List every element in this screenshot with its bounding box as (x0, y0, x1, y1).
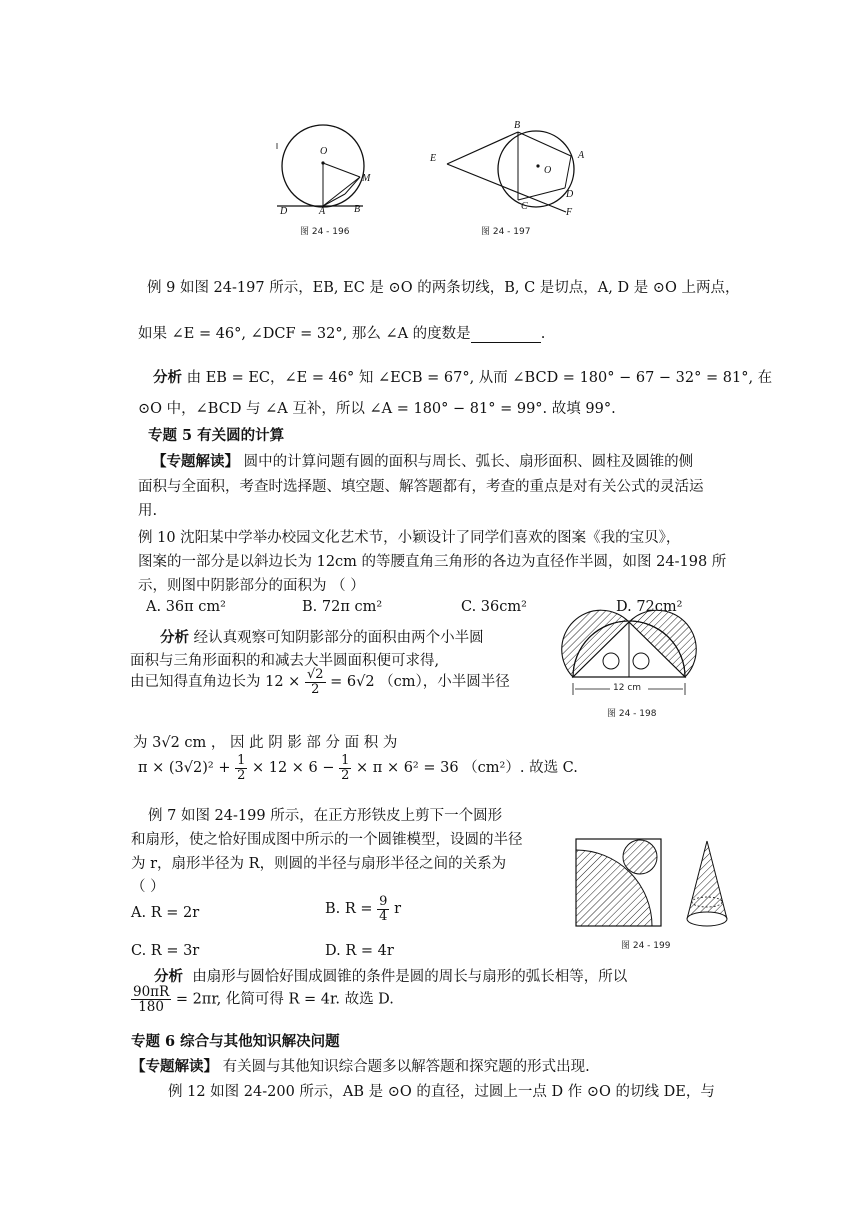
example-9-line-2: 如果 ∠E = 46°, ∠DCF = 32°, 那么 ∠A 的度数是 . (138, 326, 546, 342)
label-b-197: B (514, 120, 521, 131)
label-c-197: C (521, 201, 528, 212)
topic-5-line-3: 用. (138, 503, 158, 519)
topic-6-line-1: 【专题解读】 有关圆与其他知识综合题多以解答题和探究题的形式出现. (131, 1058, 590, 1075)
label-a-197: A (578, 150, 585, 161)
label-o-196: O (320, 146, 328, 157)
option-a-7[interactable]: A. R = 2r (131, 905, 200, 921)
option-d-10[interactable]: D. 72cm² (616, 599, 683, 615)
figure-24-197 (447, 131, 574, 212)
analysis-10-line-4: 为 3√2 cm ， 因 此 阴 影 部 分 面 积 为 (133, 735, 398, 751)
label-o-197: O (544, 165, 552, 176)
option-d-7[interactable]: D. R = 4r (325, 943, 394, 959)
example-7-line-3: 为 r，扇形半径为 R，则圆的半径与扇形半径之间的关系为 (131, 856, 507, 872)
option-b-10[interactable]: B. 72π cm² (302, 599, 383, 615)
analysis-10-line-3: 由已知得直角边长为 12 × $\frac{√2}{2}$ = 6√2 （cm），小半圆半径 (130, 667, 510, 697)
example-7-line-2: 和扇形，使之恰好围成图中所示的一个圆锥模型，设圆的半径 (131, 832, 523, 848)
analysis-10-line-5: π × (3√2)² + $\frac{1}{2}$ × 12 × 6 − $\frac{1}{2}$ × π × 6² = 36 （cm²）. 故选 C. (138, 753, 578, 783)
dimension-12cm: 12 cm (613, 683, 642, 693)
analysis-7-line-2: $\frac{90\pi R}{180}$ = 2πr, 化简可得 R = 4r. 故选 D. (133, 984, 394, 1016)
topic-5-line-2: 面积与全面积，考查时选择题、填空题、解答题都有，考查的重点是对有关公式的灵活运 (138, 479, 704, 495)
label-d-196: D (280, 206, 288, 217)
analysis-9-line-2: ⊙O 中，∠BCD 与 ∠A 互补，所以 ∠A = 180° − 81° = 99°. 故填 99°. (138, 401, 616, 417)
caption-24-199: 图 24 - 199 (621, 941, 671, 951)
analysis-10-line-2: 面积与三角形面积的和减去大半圆面积便可求得, (130, 653, 440, 669)
topic-5-line-1: 【专题解读】 圆中的计算问题有圆的面积与周长、弧长、扇形面积、圆柱及圆锥的侧 (152, 453, 694, 470)
option-c-7[interactable]: C. R = 3r (131, 943, 200, 959)
figure-24-196 (277, 125, 364, 207)
label-a-196: A (319, 206, 326, 217)
label-m-196: M (362, 173, 371, 184)
analysis-7-line-1: 分析 由扇形与圆恰好围成圆锥的条件是圆的周长与扇形的弧长相等，所以 (154, 968, 628, 985)
example-10-line-1: 例 10 沈阳某中学举办校园文化艺术节，小颖设计了同学们喜欢的图案《我的宝贝》， (138, 530, 681, 546)
option-c-10[interactable]: C. 36cm² (461, 599, 527, 615)
example-12-line-1: 例 12 如图 24-200 所示，AB 是 ⊙O 的直径，过圆上一点 D 作 ⊙O 的切线 DE，与 (168, 1084, 715, 1100)
caption-24-198: 图 24 - 198 (607, 709, 657, 719)
label-b-196: B (354, 204, 361, 215)
answer-blank[interactable] (471, 328, 541, 343)
label-d-197: D (566, 189, 574, 200)
caption-24-196: 图 24 - 196 (300, 227, 350, 237)
label-f-197: F (566, 207, 573, 218)
example-7-line-4: （ ） (131, 879, 165, 895)
option-b-7[interactable]: B. R = $\frac{9}{4}$ r (325, 894, 401, 924)
example-7-line-1: 例 7 如图 24-199 所示，在正方形铁皮上剪下一个圆形 (148, 808, 503, 824)
analysis-9-line-1: 分析 由 EB = EC，∠E = 46° 知 ∠ECB = 67°, 从而 ∠BCD = 180° − 67 − 32° = 81°, 在 (153, 369, 773, 386)
caption-24-197: 图 24 - 197 (481, 227, 531, 237)
example-10-line-3: 示，则图中阴影部分的面积为 （ ） (138, 578, 365, 594)
topic-5-title: 专题 5 有关圆的计算 (148, 427, 285, 444)
topic-6-title: 专题 6 综合与其他知识解决问题 (131, 1033, 340, 1050)
example-10-line-2: 图案的一部分是以斜边长为 12cm 的等腰直角三角形的各边为直径作半圆，如图 24-198 所 (138, 554, 727, 570)
label-e-197: E (430, 153, 437, 164)
option-a-10[interactable]: A. 36π cm² (146, 599, 226, 615)
figure-24-199 (576, 839, 727, 926)
analysis-10-line-1: 分析 经认真观察可知阴影部分的面积由两个小半圆 (160, 629, 484, 646)
example-9-line-1: 例 9 如图 24-197 所示，EB, EC 是 ⊙O 的两条切线，B, C 是切点，A, D 是 ⊙O 上两点， (147, 280, 740, 296)
